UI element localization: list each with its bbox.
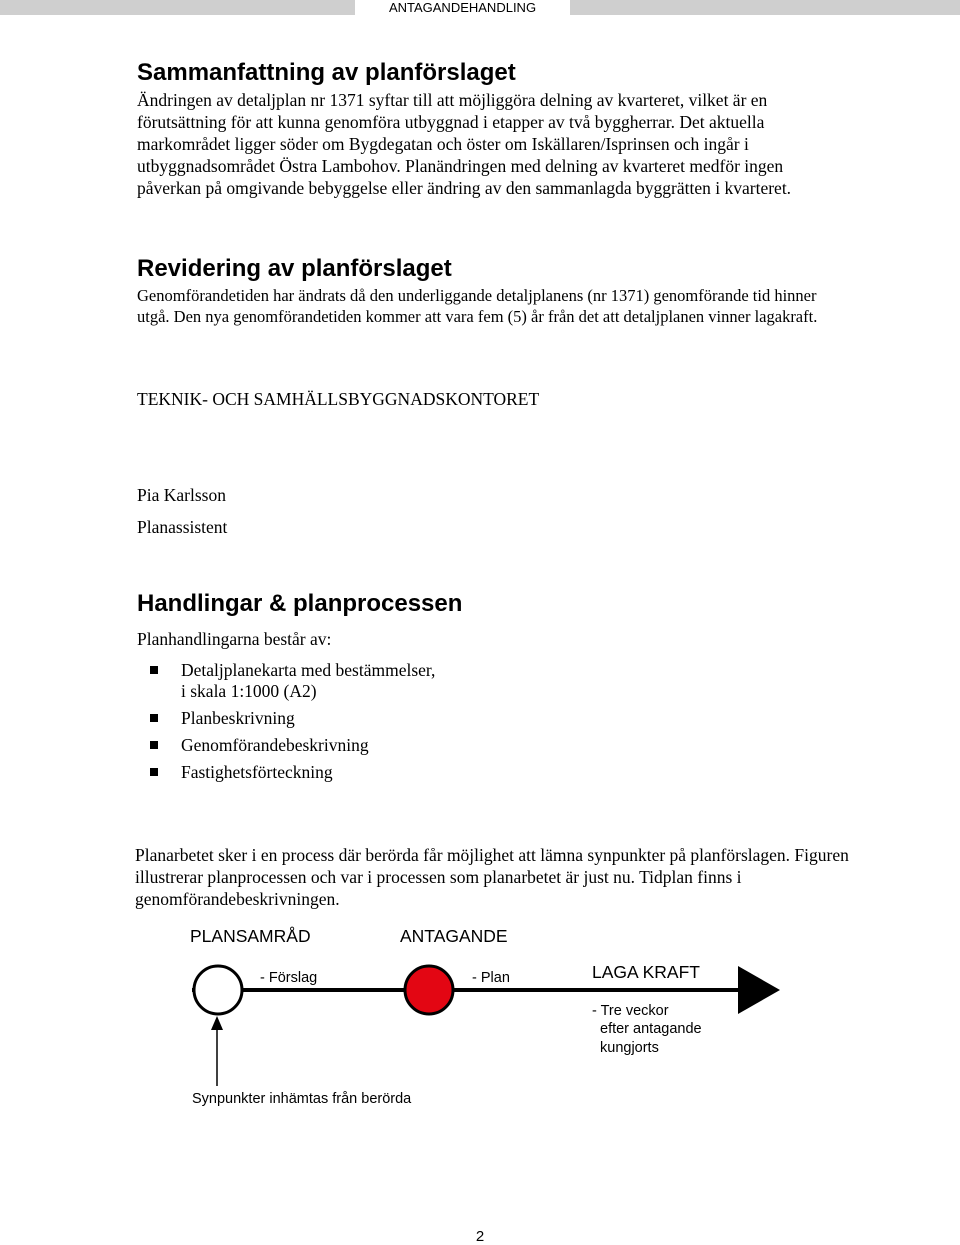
- stage1-title: PLANSAMRÅD: [190, 926, 311, 946]
- stage3-note-line2: efter antagande: [600, 1021, 702, 1037]
- plan-process-figure: [180, 918, 790, 1118]
- square-bullet-icon: [150, 714, 158, 722]
- header-label: ANTAGANDEHANDLING: [388, 0, 537, 15]
- revision-heading: Revidering av planförslaget: [137, 255, 452, 282]
- summary-paragraph: Ändringen av detaljplan nr 1371 syftar till att möjliggöra delning av kvarteret, vilket är en förutsättning för att kunna genomföra utbyggnad i etapper av två byggherrar. Det aktuella markområdet ligger söder om Bygdegatan och öster om Iskällaren/Isprinsen och ingår i utbyggnadsområdet Östra Lambohov. Planändringen med delning av kvarteret medför ingen påverkan på omgivande bebyggelse eller ändring av den sammanlagda byggrätten i kvarteret.: [137, 90, 792, 198]
- page-number: 2: [475, 1228, 485, 1245]
- list-item-text: Detaljplanekarta med bestämmelser,: [181, 660, 436, 680]
- header-bar-left: [0, 0, 355, 15]
- list-item: [150, 708, 435, 729]
- signature-name: Pia Karlsson: [137, 485, 226, 505]
- revision-paragraph: Genomförandetiden har ändrats då den underliggande detaljplanens (nr 1371) genomförande tid hinner utgå. Den nya genomförandetiden kommer att vara fem (5) år från det att detaljplanen vinner lagakraft.: [137, 286, 818, 326]
- square-bullet-icon: [150, 741, 158, 749]
- stage1-marker: [194, 966, 242, 1014]
- office-name: TEKNIK- OCH SAMHÄLLSBYGGNADSKONTORET: [137, 389, 540, 409]
- square-bullet-icon: [150, 768, 158, 776]
- feedback-note: Synpunkter inhämtas från berörda: [192, 1091, 412, 1107]
- stage1-note: - Förslag: [260, 970, 318, 986]
- list-item: [150, 660, 435, 702]
- square-bullet-icon: [150, 666, 158, 674]
- list-item: [150, 735, 435, 756]
- documents-heading: Handlingar & planprocessen: [137, 590, 463, 617]
- summary-heading: Sammanfattning av planförslaget: [137, 59, 516, 86]
- list-item-text: Fastighetsförteckning: [181, 762, 333, 782]
- document-list: [150, 660, 435, 789]
- list-item-text-cont: i skala 1:1000 (A2): [181, 681, 317, 701]
- list-item-text: Planbeskrivning: [181, 708, 295, 728]
- figure-background: [180, 918, 790, 1118]
- stage3-title: LAGA KRAFT: [592, 962, 700, 982]
- header-bar-right: [570, 0, 960, 15]
- stage2-title: ANTAGANDE: [400, 926, 508, 946]
- list-item: [150, 762, 435, 783]
- stage3-note-line3: kungjorts: [600, 1040, 659, 1056]
- list-item-text: Genomförandebeskrivning: [181, 735, 369, 755]
- stage2-note: - Plan: [472, 970, 510, 986]
- documents-intro: Planhandlingarna består av:: [137, 629, 332, 649]
- signature-title: Planassistent: [137, 517, 228, 537]
- stage2-marker-current: [405, 966, 453, 1014]
- process-paragraph: Planarbetet sker i en process där berörda får möjlighet att lämna synpunkter på planförslagen. Figuren illustrerar planprocessen och var i processen som planarbetet är just nu. Tidplan finns i genomförandebeskrivningen.: [135, 845, 849, 909]
- stage3-note-line1: - Tre veckor: [592, 1003, 669, 1019]
